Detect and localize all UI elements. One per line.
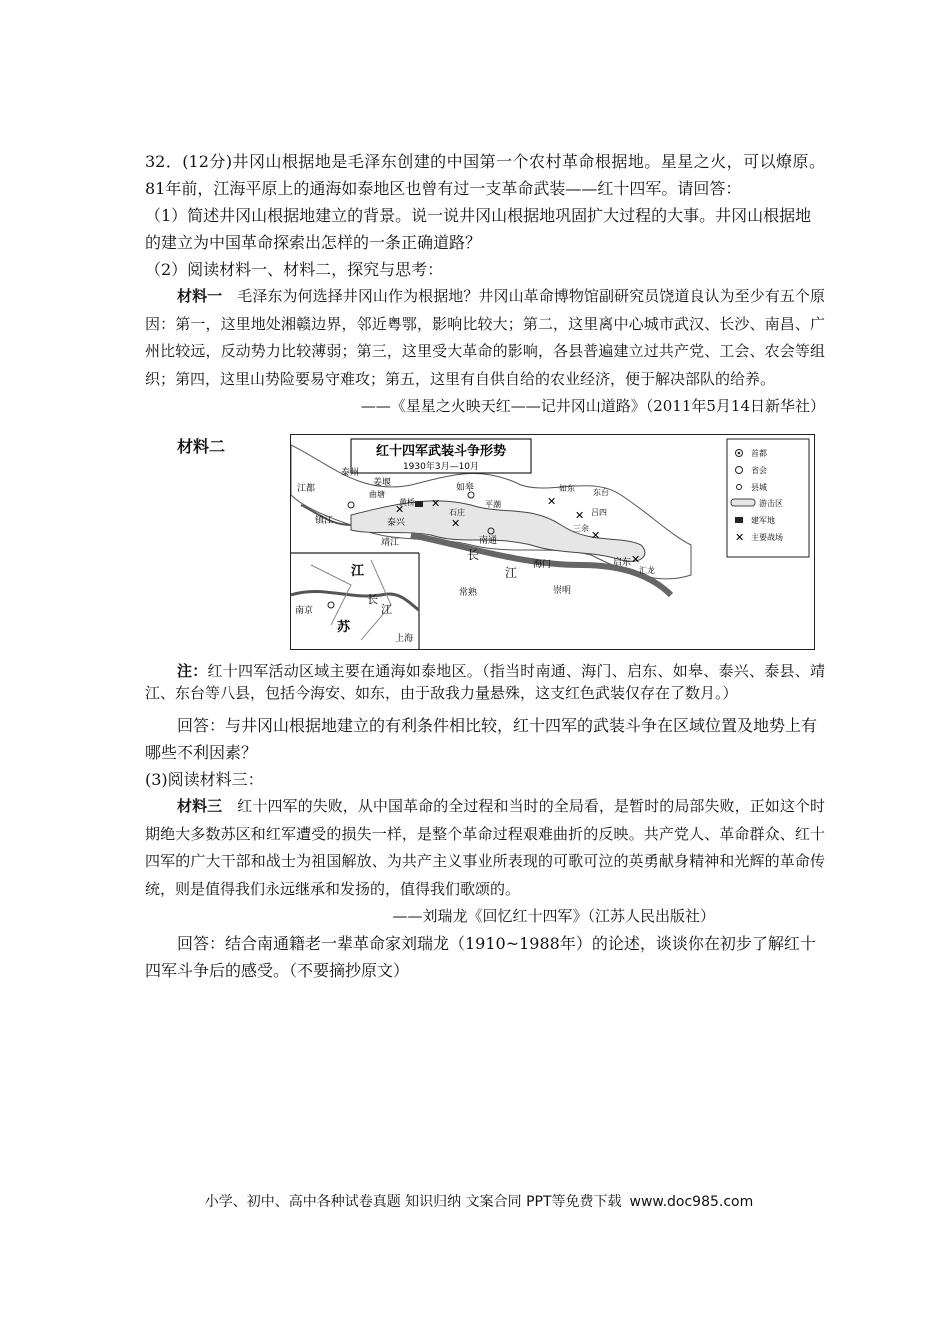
material3 [145, 793, 825, 903]
label-su: 苏 [337, 620, 351, 635]
legend-province: 省会 [751, 466, 767, 475]
material2-note [145, 660, 825, 704]
place-jiangdu: 江都 [297, 484, 316, 494]
marker-battle: ✕ [451, 517, 461, 530]
marker-battle: ✕ [631, 553, 641, 566]
part3-intro: (3)阅读材料三： [145, 770, 264, 789]
place-rugao: 如皋 [456, 483, 475, 493]
place-nantong: 南通 [479, 536, 498, 546]
note-text: 红十四军活动区域主要在通海如泰地区。（指当时南通、海门、启东、如皋、泰兴、泰县、靖江、东台等八县，包括今海安、如东，由于敌我力量悬殊，这支红色武装仅存在了数月。） [145, 662, 825, 702]
map-dates: 1930年3月—10月 [402, 462, 480, 472]
material1-source: ——《星星之火映天红——记井冈山道路》（2011年5月14日新华社） [360, 397, 825, 415]
place-jiangyan: 姜堰 [373, 478, 392, 488]
map-figure [290, 434, 815, 650]
place-zhenjiang: 镇江 [315, 516, 334, 526]
legend-capital-dot [738, 452, 741, 455]
place-taixing: 泰兴 [387, 518, 406, 528]
place-pingchao: 平潮 [485, 500, 501, 509]
legend-county: 县城 [751, 483, 767, 492]
legend-battle-symbol: ✕ [735, 531, 745, 544]
material3-label: 材料三 [177, 797, 223, 815]
label-jiang-2: 江 [351, 564, 365, 579]
marker-battle: ✕ [395, 503, 405, 516]
place-shanghai: 上海 [395, 634, 414, 644]
place-taizhou: 泰州 [341, 468, 360, 478]
legend-guerrilla-symbol [731, 499, 755, 506]
map-svg [291, 435, 814, 649]
marker-capital [328, 602, 334, 608]
place-huilong: 汇龙 [639, 566, 655, 575]
question-head: 32．(12分)井冈山根据地是毛泽东创建的中国第一个农村革命根据地。星星之火，可以燎原。81年前，江海平原上的通海如泰地区也曾有过一支革命武装——红十四军。请回答： [145, 152, 825, 198]
note-label: 注： [177, 662, 208, 680]
place-sanyu: 三余 [573, 524, 589, 533]
place-chongming: 崇明 [553, 586, 572, 596]
question-part1: （1）简述井冈山根据地建立的背景。说一说井冈山根据地巩固扩大过程的大事。井冈山根据地的建立为中国革命探索出怎样的一条正确道路？ [145, 206, 812, 252]
material3-source: ——刘瑞龙《回忆红十四军》（江苏人民出版社） [392, 907, 715, 925]
place-shizhuang: 石庄 [449, 508, 465, 517]
material1-label: 材料一 [177, 287, 223, 305]
label-chang-1: 长 [467, 548, 480, 562]
map-title: 红十四军武装斗争形势 [375, 444, 507, 459]
footer-text: 小学、初中、高中各种试卷真题 知识归纳 文案合同 PPT等免费下载 [204, 1194, 622, 1210]
marker-battle: ✕ [591, 529, 601, 542]
label-jiang-1: 江 [505, 566, 518, 580]
place-dongtai: 东台 [593, 488, 609, 497]
legend-guerrilla: 游击区 [759, 499, 783, 508]
place-rudong: 如东 [559, 484, 575, 493]
marker-base [415, 501, 423, 507]
material1-text: 毛泽东为何选择井冈山作为根据地？井冈山革命博物馆副研究员饶道良认为至少有五个原因：第一，这里地处湘赣边界，邻近粤鄂，影响比较大；第二，这里离中心城市武汉、长沙、南昌、广州比较远，反动势力比较薄弱；第三，这里受大革命的影响，各县普遍建立过共产党、工会、农会等组织；第四，这里山势险要易守难攻；第五，这里有自供自给的农业经济，便于解决部队的给养。 [145, 287, 825, 388]
legend-capital: 首都 [751, 449, 767, 458]
footer-site[interactable]: www.doc985.com [629, 1194, 754, 1210]
material2 [177, 434, 825, 650]
place-qutang: 曲塘 [369, 490, 385, 499]
label-chang-2: 长 [367, 593, 378, 606]
question-part2-intro: （2）阅读材料一、材料二，探究与思考： [145, 260, 444, 279]
legend-battle: 主要战场 [751, 533, 783, 542]
marker-county [348, 502, 354, 508]
part3-answer: 回答：结合南通籍老一辈革命家刘瑞龙（1910~1988年）的论述，谈谈你在初步了解红十四军斗争后的感受。（不要摘抄原文） [145, 934, 816, 980]
place-jingjiang: 靖江 [381, 538, 400, 548]
legend-base-symbol [735, 517, 743, 523]
label-jiang-3: 江 [381, 603, 392, 616]
place-huangqiao: 黄桥 [399, 498, 415, 507]
material2-answer: 回答：与井冈山根据地建立的有利条件相比较，红十四军的武装斗争在区域位置及地势上有哪些不利因素？ [145, 716, 818, 762]
place-changshu: 常熟 [459, 588, 478, 598]
marker-battle: ✕ [547, 495, 557, 508]
place-lvsi: 吕四 [591, 508, 607, 517]
marker-battle: ✕ [575, 509, 585, 522]
marker-battle: ✕ [431, 497, 441, 510]
legend-base: 建军地 [751, 516, 775, 525]
material3-text: 红十四军的失败，从中国革命的全过程和当时的全局看，是暂时的局部失败，正如这个时期绝大多数苏区和红军遭受的损失一样，是整个革命过程艰难曲折的反映。共产党人、革命群众、红十四军的广大干部和战士为祖国解放、为共产主义事业所表现的可歌可泣的英勇献身精神和光辉的革命传统，则是值得我们永远继承和发扬的，值得我们歌颂的。 [145, 797, 825, 898]
place-nanjing: 南京 [295, 606, 314, 616]
place-haimen: 海门 [533, 560, 552, 570]
material1 [145, 283, 825, 393]
exam-question [145, 148, 825, 984]
page-footer [0, 1191, 950, 1211]
material2-label: 材料二 [177, 437, 226, 456]
place-qidong: 启东 [613, 558, 632, 568]
